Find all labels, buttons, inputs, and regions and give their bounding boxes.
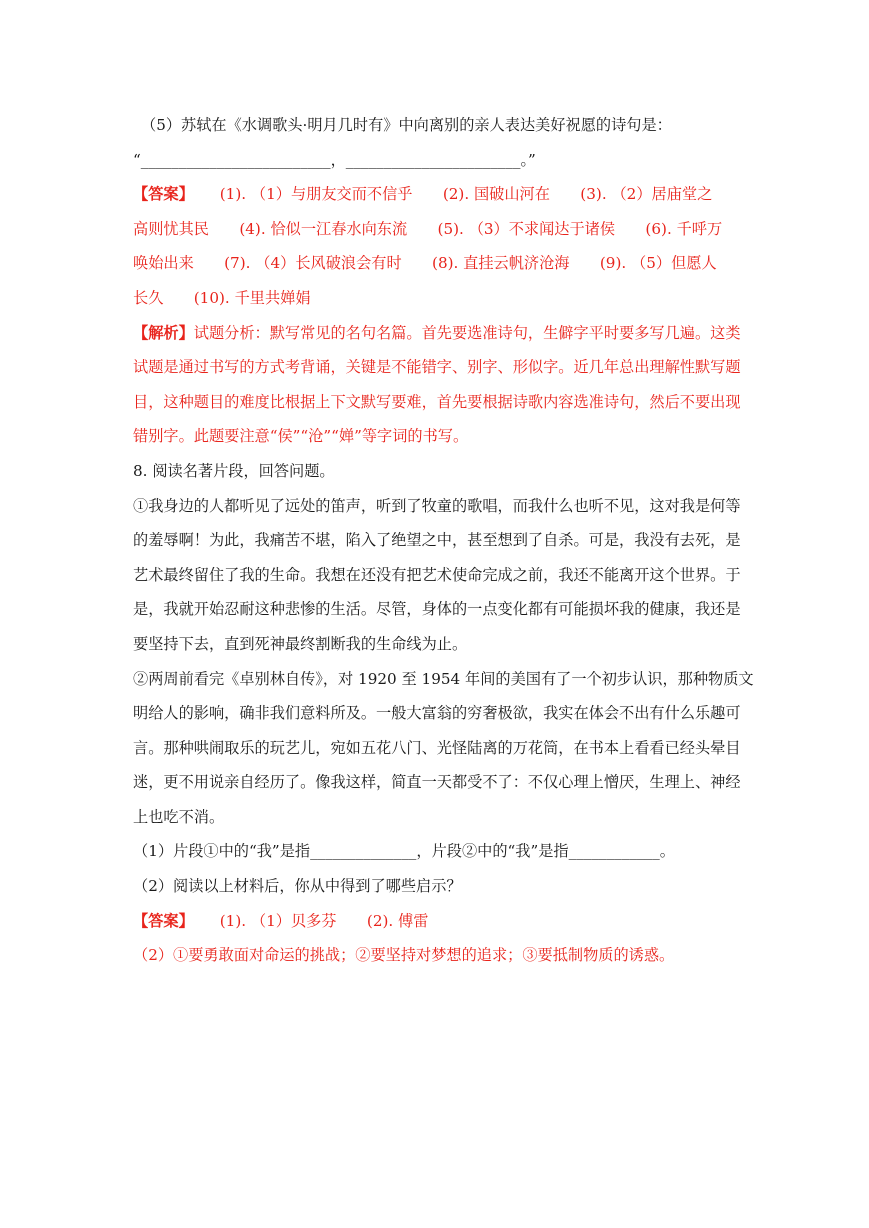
q8-passage1-line: 的羞辱啊！为此，我痛苦不堪，陷入了绝望之中，甚至想到了自杀。可是，我没有去死，是 bbox=[133, 531, 741, 550]
q8-sub-question-2: （2）阅读以上材料后，你从中得到了哪些启示？ bbox=[133, 877, 462, 896]
q8-answer-line-2: （2）①要勇敢面对命运的挑战；②要坚持对梦想的追求；③要抵制物质的诱惑。 bbox=[133, 946, 675, 965]
q7-answer-line-4: 长久 (10). 千里共婵娟 bbox=[133, 288, 311, 307]
q8-passage2-line: 上也吃不消。 bbox=[133, 807, 225, 826]
answer-label: 【答案】 bbox=[133, 185, 194, 204]
q8-passage2-line: 迷，更不用说亲自经历了。像我这样，简直一天都受不了：不仅心理上憎厌，生理上、神经 bbox=[133, 773, 741, 792]
document-page bbox=[133, 108, 754, 973]
q8-passage1-line: 是，我就开始忍耐这种悲惨的生活。尽管，身体的一点变化都有可能损坏我的健康，我还是 bbox=[133, 600, 741, 619]
q7-analysis-line-1 bbox=[133, 316, 741, 351]
answer-text: (1). （1）与朋友交而不信乎 (2). 国破山河在 (3). （2）居庙堂之 bbox=[219, 185, 713, 204]
q7-analysis-line-4: 错别字。此题要注意“侯”“沧”“婵”等字词的书写。 bbox=[133, 427, 469, 446]
q7-answer-line-2: 高则忧其民 (4). 恰似一江春水向东流 (5). （3）不求闻达于诸侯 (6). 千呼万 bbox=[133, 219, 723, 238]
q7-answer-line-3: 唤始出来 (7). （4）长风破浪会有时 (8). 直挂云帆济沧海 (9). （5）但愿人 bbox=[133, 254, 717, 273]
answer-text: (1). （1）贝多芬 (2). 傅雷 bbox=[219, 911, 429, 930]
q8-sub-question-1: （1）片段①中的“我”是指______________，片段②中的“我”是指____________。 bbox=[133, 842, 675, 861]
q7-part5-blanks: “_________________________，_______________________。” bbox=[133, 150, 536, 169]
q8-title: 8. 阅读名著片段，回答问题。 bbox=[133, 461, 335, 480]
analysis-label: 【解析】 bbox=[133, 323, 194, 342]
q8-passage1-line: 艺术最终留住了我的生命。我想在还没有把艺术使命完成之前，我还不能离开这个世界。于 bbox=[133, 565, 741, 584]
q7-answer-line-1 bbox=[133, 177, 741, 212]
answer-label: 【答案】 bbox=[133, 911, 194, 930]
q7-analysis-line-3: 目，这种题目的难度比根据上下文默写要难，首先要根据诗歌内容选准诗句，然后不要出现 bbox=[133, 392, 741, 411]
q8-passage1-line: 要坚持下去，直到死神最终割断我的生命线为止。 bbox=[133, 634, 468, 653]
q8-answer-line-1 bbox=[133, 904, 741, 939]
q7-analysis-line-2: 试题是通过书写的方式考背诵，关键是不能错字、别字、形似字。近几年总出理解性默写题 bbox=[133, 358, 741, 377]
analysis-text: 试题分析：默写常见的名句名篇。首先要选准诗句，生僻字平时要多写几遍。这类 bbox=[193, 323, 741, 342]
q7-part5-prompt: （5）苏轼在《水调歌头·明月几时有》中向离别的亲人表达美好祝愿的诗句是： bbox=[141, 116, 672, 134]
q8-passage2-line: 言。那种哄闹取乐的玩艺儿，宛如五花八门、光怪陆离的万花筒，在书本上看看已经头晕目 bbox=[133, 738, 741, 757]
q8-passage1-line: ①我身边的人都听见了远处的笛声，听到了牧童的歌唱，而我什么也听不见，这对我是何等 bbox=[133, 496, 741, 515]
q8-passage2-line: ②两周前看完《卓别林自传》，对 1920 至 1954 年间的美国有了一个初步认识，那种物质文 bbox=[133, 669, 754, 688]
q8-passage2-line: 明给人的影响，确非我们意料所及。一般大富翁的穷奢极欲，我实在体会不出有什么乐趣可 bbox=[133, 704, 741, 723]
